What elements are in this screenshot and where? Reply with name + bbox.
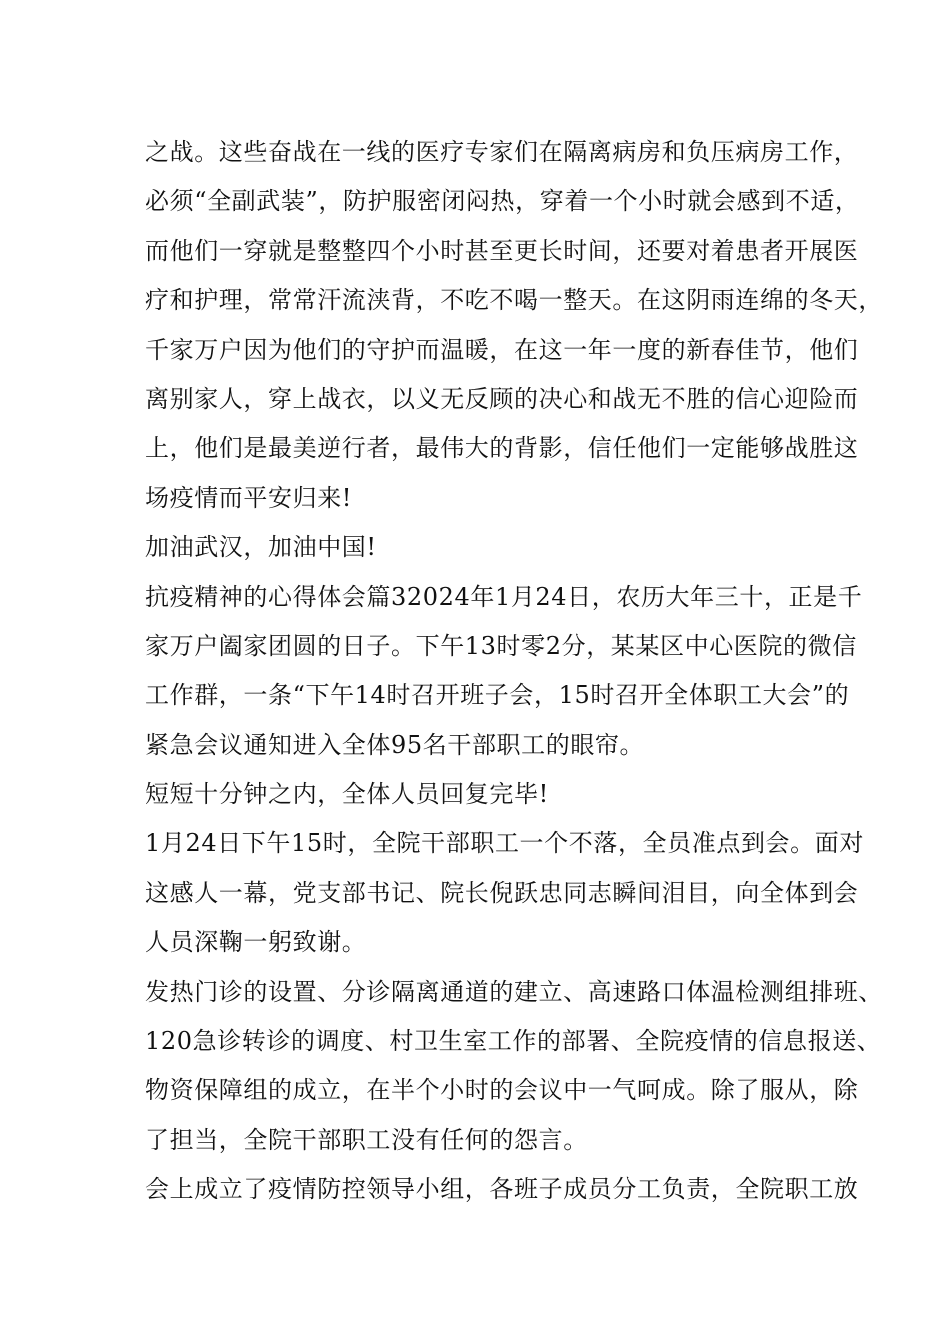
text-line: 发热门诊的设置、分诊隔离通道的建立、高速路口体温检测组排班、 — [145, 977, 883, 1006]
text-line: 人员深鞠一躬致谢。 — [145, 928, 367, 957]
text-line: 千家万户因为他们的守护而温暖，在这一年一度的新春佳节，他们 — [145, 335, 859, 364]
text-line: 离别家人，穿上战衣，以义无反顾的决心和战无不胜的信心迎险而 — [145, 384, 859, 413]
text-line: 场疫情而平安归来! — [145, 483, 353, 512]
document-body — [145, 128, 883, 1215]
text-line: 必须“全副武装”，防护服密闭闷热，穿着一个小时就会感到不适， — [145, 187, 860, 216]
text-line: 了担当，全院干部职工没有任何的怨言。 — [145, 1125, 588, 1154]
text-line: 紧急会议通知进入全体95名干部职工的眼帘。 — [145, 730, 645, 759]
text-line: 这感人一幕，党支部书记、院长倪跃忠同志瞬间泪目，向全体到会 — [145, 878, 859, 907]
text-line: 1月24日下午15时，全院干部职工一个不落，全员准点到会。面对 — [145, 829, 864, 858]
text-line: 而他们一穿就是整整四个小时甚至更长时间，还要对着患者开展医 — [145, 236, 859, 265]
text-line: 加油武汉，加油中国! — [145, 533, 377, 562]
text-line: 疗和护理，常常汗流浃背，不吃不喝一整天。在这阴雨连绵的冬天， — [145, 286, 883, 315]
text-line: 工作群，一条“下午14时召开班子会，15时召开全体职工大会”的 — [145, 681, 850, 710]
text-line: 短短十分钟之内，全体人员回复完毕! — [145, 780, 549, 809]
text-line: 会上成立了疫情防控领导小组，各班子成员分工负责，全院职工放 — [145, 1175, 859, 1204]
text-line: 120急诊转诊的调度、村卫生室工作的部署、全院疫情的信息报送、 — [145, 1027, 882, 1056]
text-line: 上，他们是最美逆行者，最伟大的背影，信任他们一定能够战胜这 — [145, 434, 859, 463]
text-line: 抗疫精神的心得体会篇32024年1月24日，农历大年三十，正是千 — [145, 582, 863, 611]
text-line: 之战。这些奋战在一线的医疗专家们在隔离病房和负压病房工作， — [145, 138, 859, 166]
text-line: 物资保障组的成立，在半个小时的会议中一气呵成。除了服从，除 — [145, 1076, 859, 1105]
text-line: 家万户阖家团圆的日子。下午13时零2分，某某区中心医院的微信 — [145, 631, 857, 660]
